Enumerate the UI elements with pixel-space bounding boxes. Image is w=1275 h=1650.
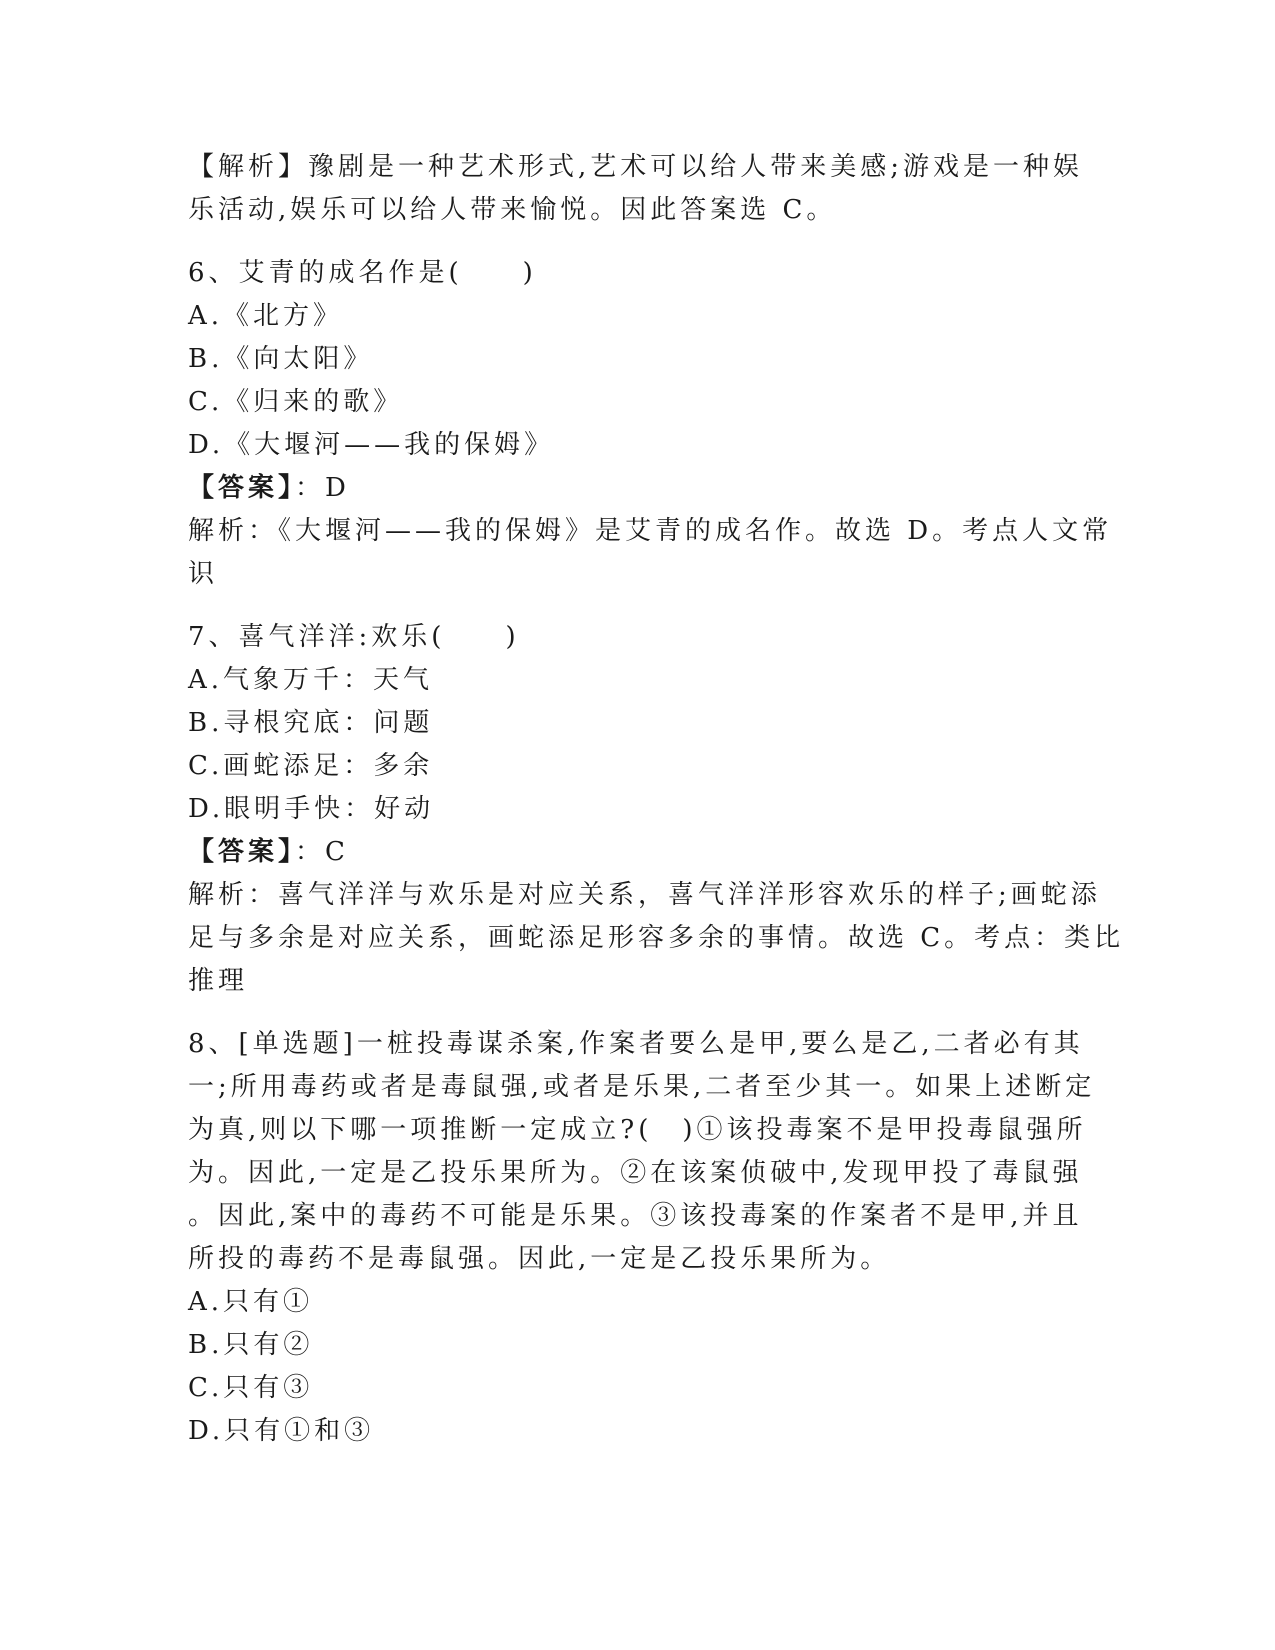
question-stem-line: 一;所用毒药或者是毒鼠强,或者是乐果,二者至少其一。如果上述断定 bbox=[188, 1072, 1096, 1102]
analysis-line: 乐活动,娱乐可以给人带来愉悦。因此答案选 C。 bbox=[188, 195, 837, 225]
question-8 bbox=[188, 1023, 1096, 1453]
analysis-line: 推理 bbox=[188, 966, 249, 996]
option-b: B.只有② bbox=[188, 1330, 314, 1360]
option-d: D.只有①和③ bbox=[188, 1416, 375, 1446]
answer-label: 【答案】 bbox=[188, 473, 296, 503]
option-d: D.《大堰河——我的保姆》 bbox=[188, 430, 555, 460]
question-6 bbox=[188, 252, 1113, 596]
option-a: A.只有① bbox=[188, 1287, 314, 1317]
answer-line bbox=[188, 831, 1088, 874]
question-stem-line: 8、[单选题]一桩投毒谋杀案,作案者要么是甲,要么是乙,二者必有其 bbox=[188, 1029, 1084, 1059]
analysis-line: 【解析】豫剧是一种艺术形式,艺术可以给人带来美感;游戏是一种娱 bbox=[188, 152, 1084, 182]
analysis-line: 识 bbox=[188, 559, 219, 589]
analysis-line: 解析：喜气洋洋与欢乐是对应关系，喜气洋洋形容欢乐的样子;画蛇添 bbox=[188, 880, 1101, 910]
analysis-line: 解析：《大堰河——我的保姆》是艾青的成名作。故选 D。考点人文常 bbox=[188, 516, 1113, 546]
question-stem-line: 所投的毒药不是毒鼠强。因此,一定是乙投乐果所为。 bbox=[188, 1244, 891, 1274]
option-a: A.气象万千：天气 bbox=[188, 665, 434, 695]
answer-value: ：D bbox=[295, 473, 350, 503]
analysis-line: 足与多余是对应关系，画蛇添足形容多余的事情。故选 C。考点：类比 bbox=[188, 923, 1125, 953]
option-d: D.眼明手快：好动 bbox=[188, 794, 435, 824]
document-page bbox=[188, 146, 1125, 1453]
answer-value: ：C bbox=[295, 837, 349, 867]
answer-line bbox=[188, 467, 1088, 510]
intro-analysis bbox=[188, 146, 1088, 232]
question-stem-line: 。因此,案中的毒药不可能是乐果。③该投毒案的作案者不是甲,并且 bbox=[188, 1201, 1083, 1231]
question-7 bbox=[188, 616, 1125, 1003]
option-c: C.只有③ bbox=[188, 1373, 314, 1403]
question-stem: 7、喜气洋洋:欢乐( ) bbox=[188, 622, 520, 652]
option-c: C.《归来的歌》 bbox=[188, 387, 404, 417]
option-b: B.寻根究底：问题 bbox=[188, 708, 434, 738]
option-b: B.《向太阳》 bbox=[188, 344, 374, 374]
question-stem-line: 为。因此,一定是乙投乐果所为。②在该案侦破中,发现甲投了毒鼠强 bbox=[188, 1158, 1083, 1188]
option-a: A.《北方》 bbox=[188, 301, 344, 331]
question-stem: 6、艾青的成名作是( ) bbox=[188, 258, 537, 288]
option-c: C.画蛇添足：多余 bbox=[188, 751, 434, 781]
question-stem-line: 为真,则以下哪一项推断一定成立?( )①该投毒案不是甲投毒鼠强所 bbox=[188, 1115, 1087, 1145]
answer-label: 【答案】 bbox=[188, 837, 296, 867]
